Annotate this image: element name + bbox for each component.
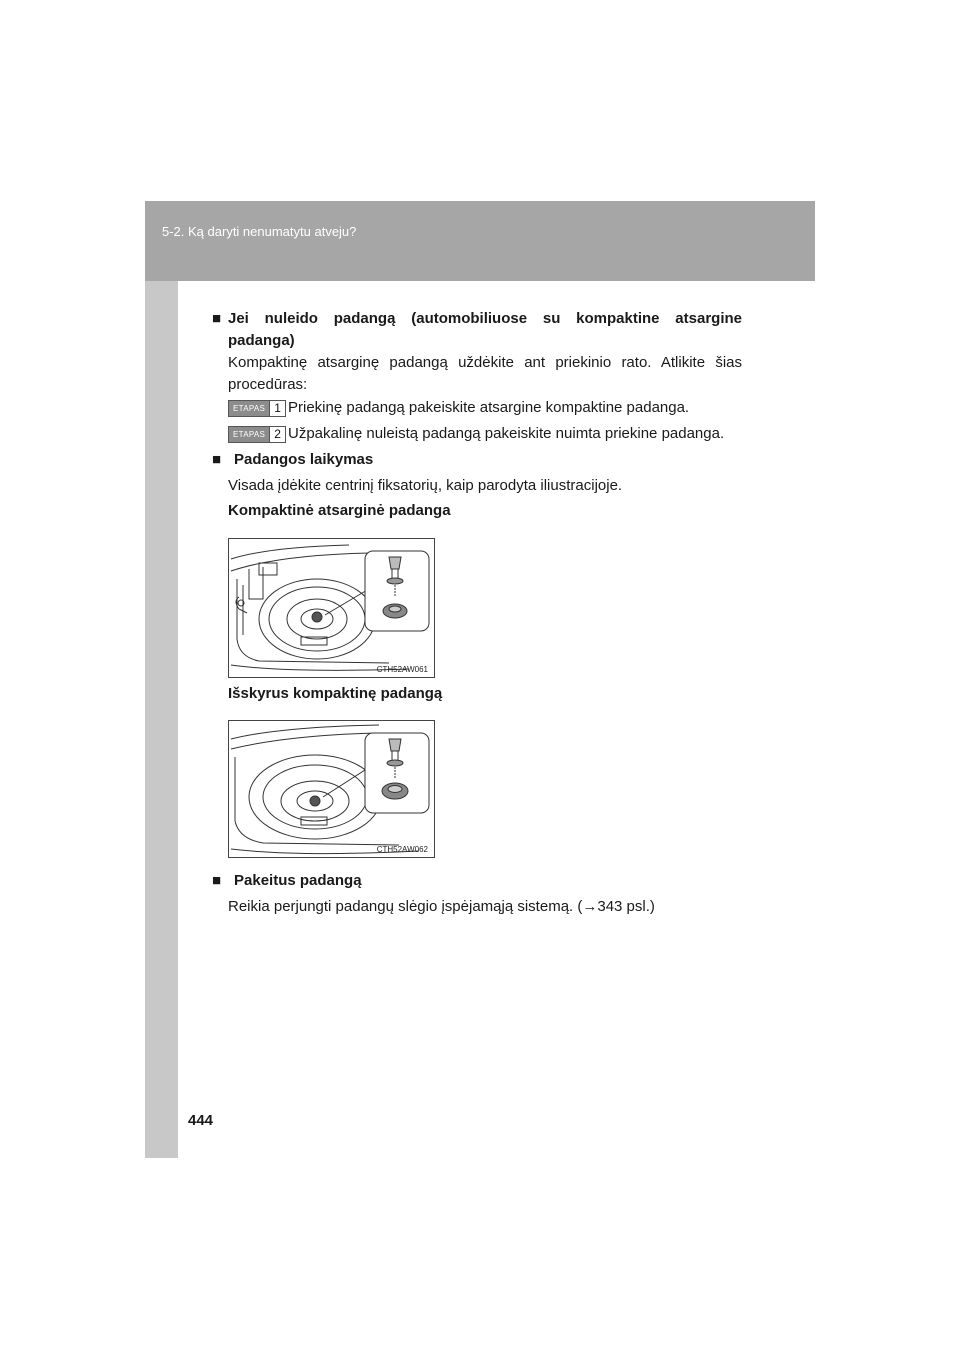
section-marker: ■ — [212, 451, 222, 468]
step-text: Priekinę padangą pakeiskite atsargine kompaktine padanga. — [288, 399, 690, 416]
storage-heading-text: Padangos laikymas — [234, 451, 374, 468]
after-change-text: Reikia perjungti padangų slėgio įspėjamąją sistemą. (→343 psl.) — [228, 898, 655, 915]
figure-1-caption: Kompaktinė atsarginė padanga — [228, 502, 451, 519]
step-badge-label: ETAPAS — [229, 427, 269, 442]
figure-code: CTH52AW061 — [376, 665, 428, 674]
section-title: 5-2. Ką daryti nenumatytu atveju? — [162, 224, 357, 239]
step-badge-label: ETAPAS — [229, 401, 269, 416]
side-strip — [145, 281, 178, 1158]
after-change-heading — [212, 870, 362, 892]
page-number: 444 — [188, 1112, 214, 1129]
flat-tire-intro: Kompaktinę atsarginę padangą uždėkite ant priekinio rato. Atlikite šias procedūras: — [228, 354, 742, 393]
regular-tire-illustration — [229, 721, 434, 857]
figure-2-caption: Išskyrus kompaktinę padangą — [228, 685, 443, 702]
step-badge — [228, 426, 286, 443]
figure-code: CTH52AW062 — [376, 845, 428, 854]
step-badge — [228, 400, 286, 417]
flat-tire-heading-text: Jei nuleido padangą (automobiliuose su kompaktine atsargine padanga) — [228, 310, 742, 349]
section-marker: ■ — [212, 310, 222, 327]
after-change-heading-text: Pakeitus padangą — [234, 872, 362, 889]
figure-regular-tire — [228, 720, 435, 858]
header-band — [145, 201, 815, 281]
step-badge-number: 1 — [269, 401, 285, 416]
spare-tire-illustration — [229, 539, 434, 677]
section-marker: ■ — [212, 872, 222, 889]
figure-compact-spare — [228, 538, 435, 678]
storage-heading — [212, 449, 373, 471]
step-text: Užpakalinę nuleistą padangą pakeiskite nuimta priekine padanga. — [288, 425, 725, 442]
step-badge-number: 2 — [269, 427, 285, 442]
storage-text: Visada įdėkite centrinį fiksatorių, kaip parodyta iliustracijoje. — [228, 477, 623, 494]
